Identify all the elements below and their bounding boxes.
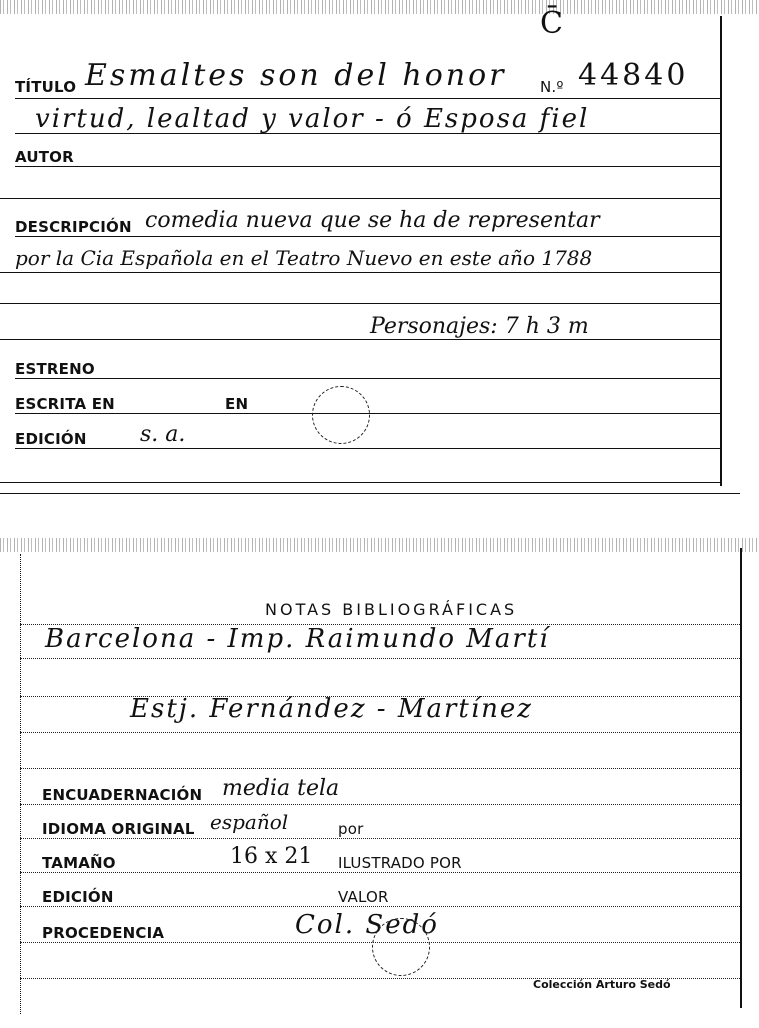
estreno-line [15,378,720,379]
edicion-line-2 [20,906,740,907]
encuadernacion-line [20,804,740,805]
notas-line-2 [20,658,740,659]
notas-line-5 [20,768,740,769]
procedencia-value: Col. Sedó [295,910,439,940]
card-right-border [720,16,722,486]
descripcion-line-4 [0,339,720,340]
catalog-card-top [0,0,759,495]
en-label: EN [225,395,249,413]
procedencia-label: PROCEDENCIA [42,924,165,942]
stamp-mark [312,386,370,444]
procedencia-line [20,942,740,943]
descripcion-line3: Personajes: 7 h 3 m [370,314,589,339]
descripcion-label: DESCRIPCIÓN [15,218,132,236]
nota-line2: Estj. Fernández - Martínez [130,694,533,724]
ilustrado-label: ILUSTRADO POR [338,854,462,872]
notas-heading: NOTAS BIBLIOGRÁFICAS [265,600,518,619]
idioma-line [20,838,740,839]
descripcion-line1: comedia nueva que se ha de representar [145,208,600,233]
autor-line [15,166,720,167]
descripcion-line-3 [0,303,720,304]
descripcion-line-2 [0,272,720,273]
card-right-border [740,548,742,1008]
por-label: por [338,820,364,838]
card1-edge [0,493,740,494]
scan-edge-noise [0,0,759,14]
valor-label: VALOR [338,888,389,906]
titulo-label: TÍTULO [15,78,77,96]
idioma-value: español [210,810,289,834]
catalog-card-bottom [0,538,759,1028]
nota-line1: Barcelona - Imp. Raimundo Martí [45,624,550,654]
encuadernacion-value: media tela [222,776,340,801]
classification-mark: C̄ [540,6,563,41]
edicion-line [15,448,720,449]
edicion-value: s. a. [140,422,186,447]
edicion-label-2: EDICIÓN [42,888,114,906]
scan-edge-noise [0,538,759,552]
titulo-line [15,98,720,99]
numero-value: 44840 [578,58,689,93]
estreno-label: ESTRENO [15,360,95,378]
coleccion-footer: Colección Arturo Sedó [533,978,671,991]
descripcion-line [15,236,720,237]
numero-label: N.º [540,78,564,96]
card-left-border [20,554,21,1014]
tamano-value: 16 x 21 [230,844,313,869]
escrita-label: ESCRITA EN [15,395,115,413]
descripcion-line2: por la Cia Española en el Teatro Nuevo en este año 1788 [15,246,593,270]
tamano-label: TAMAÑO [42,854,116,872]
idioma-label: IDIOMA ORIGINAL [42,820,195,838]
titulo-value-line2: virtud, lealtad y valor - ó Esposa fiel [35,104,590,134]
encuadernacion-label: ENCUADERNACIÓN [42,786,203,804]
notas-line-4 [20,732,740,733]
stamp-mark-2 [372,918,430,976]
blank-line [0,198,720,199]
titulo-value-line1: Esmaltes son del honor [85,58,507,93]
edicion-label: EDICIÓN [15,430,87,448]
autor-label: AUTOR [15,148,74,166]
tamano-line [20,872,740,873]
titulo-line-2 [15,133,720,134]
card1-bottom-line [0,482,720,483]
